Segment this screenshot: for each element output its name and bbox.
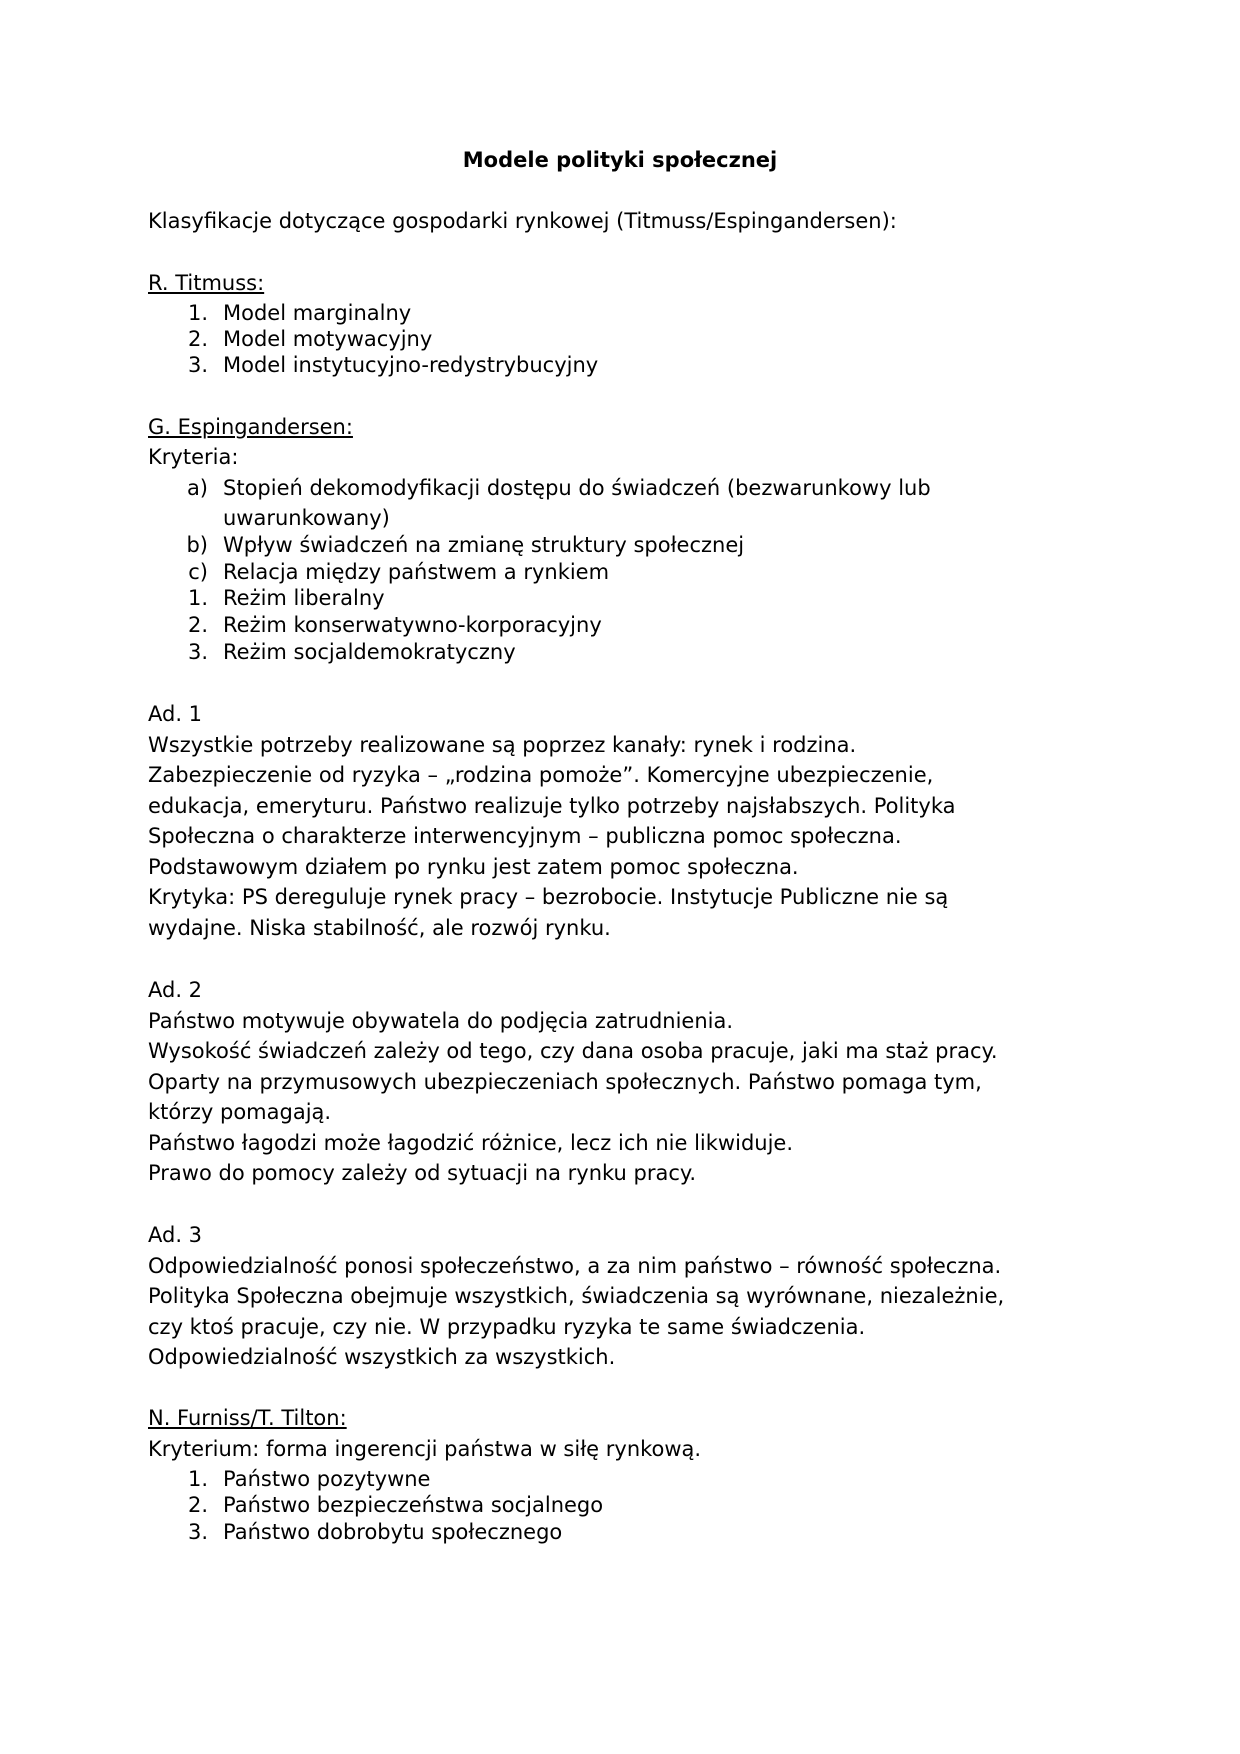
paragraph-line: Wszystkie potrzeby realizowane są poprzez kanały: rynek i rodzina. [148, 733, 857, 757]
list-item-continuation: uwarunkowany) [223, 506, 390, 530]
ad1-heading: Ad. 1 [148, 702, 203, 726]
list-marker: 3. [187, 640, 208, 664]
espingandersen-heading: G. Espingandersen: [148, 415, 353, 439]
list-marker: 3. [187, 1520, 208, 1544]
list-item-text: Model marginalny [223, 301, 412, 325]
ad2-heading: Ad. 2 [148, 978, 203, 1002]
paragraph-line: wydajne. Niska stabilność, ale rozwój rynku. [148, 916, 611, 940]
list-marker: 1. [187, 586, 208, 610]
list-marker: 2. [187, 327, 208, 351]
paragraph-line: czy ktoś pracuje, czy nie. W przypadku ryzyka te same świadczenia. [148, 1315, 866, 1339]
list-item-text: Model motywacyjny [223, 327, 433, 351]
criteria-label: Kryteria: [148, 445, 239, 469]
list-item-text: Reżim socjaldemokratyczny [223, 640, 516, 664]
list-marker: 2. [187, 613, 208, 637]
paragraph-line: Wysokość świadczeń zależy od tego, czy dana osoba pracuje, jaki ma staż pracy. [148, 1039, 998, 1063]
list-marker: 1. [187, 1467, 208, 1491]
paragraph-line: Oparty na przymusowych ubezpieczeniach społecznych. Państwo pomaga tym, [148, 1070, 982, 1094]
paragraph-line: edukacja, emeryturu. Państwo realizuje tylko potrzeby najsłabszych. Polityka [148, 794, 956, 818]
criterion-text: Kryterium: forma ingerencji państwa w siłę rynkową. [148, 1437, 702, 1461]
list-item-text: Reżim konserwatywno-korporacyjny [223, 613, 602, 637]
ad3-heading: Ad. 3 [148, 1223, 203, 1247]
paragraph-line: którzy pomagają. [148, 1100, 332, 1124]
list-item-text: Wpływ świadczeń na zmianę struktury społecznej [223, 533, 745, 557]
paragraph-line: Polityka Społeczna obejmuje wszystkich, świadczenia są wyrównane, niezależnie, [148, 1284, 1005, 1308]
list-item-text: Stopień dekomodyfikacji dostępu do świadczeń (bezwarunkowy lub [223, 476, 931, 500]
list-marker: 1. [187, 301, 208, 325]
intro-text: Klasyfikacje dotyczące gospodarki rynkowej (Titmuss/Espingandersen): [148, 209, 897, 233]
paragraph-line: Prawo do pomocy zależy od sytuacji na rynku pracy. [148, 1161, 696, 1185]
list-marker: 3. [187, 353, 208, 377]
furniss-tilton-heading: N. Furniss/T. Tilton: [148, 1406, 347, 1430]
titmuss-heading: R. Titmuss: [148, 271, 265, 295]
list-item-text: Relacja między państwem a rynkiem [223, 560, 610, 584]
list-item-text: Państwo bezpieczeństwa socjalnego [223, 1493, 604, 1517]
paragraph-line: Podstawowym działem po rynku jest zatem pomoc społeczna. [148, 855, 799, 879]
list-item-text: Państwo dobrobytu społecznego [223, 1520, 563, 1544]
paragraph-line: Państwo łagodzi może łagodzić różnice, lecz ich nie likwiduje. [148, 1131, 794, 1155]
paragraph-line: Odpowiedzialność ponosi społeczeństwo, a za nim państwo – równość społeczna. [148, 1254, 1002, 1278]
list-item-text: Państwo pozytywne [223, 1467, 431, 1491]
list-marker: a) [186, 476, 208, 500]
list-item-text: Model instytucyjno-redystrybucyjny [223, 353, 599, 377]
paragraph-line: Społeczna o charakterze interwencyjnym – publiczna pomoc społeczna. [148, 824, 902, 848]
list-marker: 2. [187, 1493, 208, 1517]
list-marker: c) [188, 560, 208, 584]
page-title: Modele polityki społecznej [462, 148, 778, 172]
paragraph-line: Odpowiedzialność wszystkich za wszystkich. [148, 1345, 616, 1369]
paragraph-line: Krytyka: PS dereguluje rynek pracy – bezrobocie. Instytucje Publiczne nie są [148, 885, 949, 909]
list-marker: b) [186, 533, 208, 557]
paragraph-line: Państwo motywuje obywatela do podjęcia zatrudnienia. [148, 1009, 734, 1033]
list-item-text: Reżim liberalny [223, 586, 385, 610]
paragraph-line: Zabezpieczenie od ryzyka – „rodzina pomoże”. Komercyjne ubezpieczenie, [148, 763, 934, 787]
